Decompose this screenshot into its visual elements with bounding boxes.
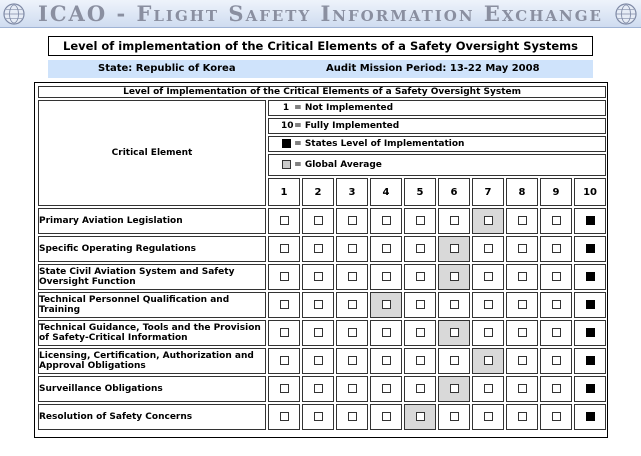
level-cell [370, 348, 402, 374]
filled-square-icon [586, 272, 595, 281]
level-cell [506, 376, 538, 402]
empty-square-icon [416, 244, 425, 253]
level-cell [438, 292, 470, 318]
implementation-table [36, 84, 608, 432]
level-cell [540, 348, 572, 374]
empty-square-icon [518, 412, 527, 421]
level-cell [336, 264, 368, 290]
critical-element-header: Critical Element [38, 100, 266, 206]
column-header: 7 [472, 178, 504, 206]
level-cell [268, 236, 300, 262]
global-average-cell [438, 376, 470, 402]
global-average-cell [438, 264, 470, 290]
empty-square-icon [552, 244, 561, 253]
level-cell [370, 264, 402, 290]
empty-square-icon [484, 272, 493, 281]
empty-square-icon [416, 216, 425, 225]
empty-square-icon [280, 356, 289, 365]
global-average-cell [438, 320, 470, 346]
table-row [38, 236, 606, 262]
state-label: State: Republic of Korea [98, 63, 236, 74]
level-cell [404, 292, 436, 318]
empty-square-icon [484, 300, 493, 309]
column-header: 8 [506, 178, 538, 206]
empty-square-icon [552, 216, 561, 225]
empty-square-icon [314, 300, 323, 309]
level-cell [438, 208, 470, 234]
level-cell [336, 208, 368, 234]
empty-square-icon [416, 272, 425, 281]
empty-square-icon [348, 244, 357, 253]
empty-square-icon [450, 244, 459, 253]
level-cell [574, 404, 606, 430]
table-row [38, 264, 606, 290]
audit-period-label: Audit Mission Period: 13-22 May 2008 [326, 63, 540, 74]
level-cell [472, 404, 504, 430]
empty-square-icon [314, 216, 323, 225]
legend-global-average [268, 154, 606, 176]
empty-square-icon [314, 244, 323, 253]
level-cell [268, 376, 300, 402]
empty-square-icon [552, 356, 561, 365]
table-row [38, 320, 606, 346]
level-cell [302, 404, 334, 430]
legend-not-implemented [268, 100, 606, 116]
global-average-cell [472, 348, 504, 374]
level-cell [302, 376, 334, 402]
level-cell [404, 376, 436, 402]
empty-square-icon [484, 356, 493, 365]
empty-square-icon [382, 328, 391, 337]
level-cell [336, 320, 368, 346]
empty-square-icon [314, 384, 323, 393]
empty-square-icon [382, 412, 391, 421]
legend-value: 1 [282, 103, 290, 113]
level-cell [336, 236, 368, 262]
table-row [38, 292, 606, 318]
level-cell [302, 264, 334, 290]
empty-square-icon [416, 300, 425, 309]
column-header: 4 [370, 178, 402, 206]
level-cell [506, 236, 538, 262]
empty-square-icon [280, 328, 289, 337]
empty-square-icon [348, 412, 357, 421]
global-average-cell [438, 236, 470, 262]
icao-emblem-icon [3, 3, 25, 25]
critical-element-label: Technical Guidance, Tools and the Provision of Safety-Critical Information [38, 320, 266, 346]
level-cell [268, 208, 300, 234]
level-cell [472, 236, 504, 262]
empty-square-icon [484, 216, 493, 225]
page-title: Level of implementation of the Critical Elements of a Safety Oversight Systems [48, 36, 593, 56]
critical-element-label: Resolution of Safety Concerns [38, 404, 266, 430]
level-cell [268, 320, 300, 346]
empty-square-icon [518, 216, 527, 225]
filled-square-icon [586, 356, 595, 365]
filled-square-icon [586, 216, 595, 225]
level-cell [574, 236, 606, 262]
table-row [38, 348, 606, 374]
level-cell [574, 348, 606, 374]
level-cell [302, 348, 334, 374]
audit-info-bar [48, 60, 593, 78]
filled-square-icon [586, 328, 595, 337]
empty-square-icon [484, 384, 493, 393]
level-cell [268, 264, 300, 290]
critical-element-label: Primary Aviation Legislation [38, 208, 266, 234]
level-cell [506, 292, 538, 318]
empty-square-icon [484, 244, 493, 253]
global-average-cell [404, 404, 436, 430]
critical-element-label: Technical Personnel Qualification and Training [38, 292, 266, 318]
level-cell [540, 208, 572, 234]
empty-square-icon [450, 412, 459, 421]
empty-square-icon [348, 300, 357, 309]
level-cell [404, 320, 436, 346]
legend-text: = States Level of Implementation [294, 139, 465, 149]
column-header: 2 [302, 178, 334, 206]
level-cell [268, 292, 300, 318]
filled-square-icon [586, 384, 595, 393]
empty-square-icon [382, 384, 391, 393]
level-cell [574, 320, 606, 346]
level-cell [506, 208, 538, 234]
empty-square-icon [280, 300, 289, 309]
filled-square-icon [282, 139, 291, 148]
level-cell [370, 208, 402, 234]
level-cell [370, 376, 402, 402]
filled-square-icon [586, 244, 595, 253]
empty-square-icon [314, 356, 323, 365]
level-cell [506, 320, 538, 346]
level-cell [438, 404, 470, 430]
level-cell [302, 320, 334, 346]
empty-square-icon [518, 244, 527, 253]
empty-square-icon [450, 356, 459, 365]
empty-square-icon [450, 384, 459, 393]
empty-square-icon [348, 384, 357, 393]
empty-square-icon [382, 216, 391, 225]
empty-square-icon [280, 272, 289, 281]
empty-square-icon [450, 272, 459, 281]
level-cell [540, 236, 572, 262]
empty-square-icon [416, 412, 425, 421]
level-cell [540, 320, 572, 346]
banner-title: ICAO - Flight Safety Information Exchange [38, 1, 603, 26]
level-cell [506, 264, 538, 290]
empty-square-icon [518, 384, 527, 393]
level-cell [540, 264, 572, 290]
level-cell [574, 264, 606, 290]
level-cell [336, 404, 368, 430]
level-cell [302, 292, 334, 318]
empty-square-icon [314, 272, 323, 281]
level-cell [370, 236, 402, 262]
level-cell [336, 376, 368, 402]
column-header: 9 [540, 178, 572, 206]
column-header: 6 [438, 178, 470, 206]
empty-square-icon [280, 244, 289, 253]
empty-square-icon [280, 412, 289, 421]
empty-square-icon [348, 216, 357, 225]
empty-square-icon [450, 328, 459, 337]
legend-value: 10 [281, 121, 294, 131]
level-cell [302, 208, 334, 234]
level-cell [472, 292, 504, 318]
empty-square-icon [518, 328, 527, 337]
empty-square-icon [484, 412, 493, 421]
level-cell [574, 208, 606, 234]
column-header: 10 [574, 178, 606, 206]
level-cell [336, 348, 368, 374]
level-cell [336, 292, 368, 318]
empty-square-icon [552, 412, 561, 421]
level-cell [404, 236, 436, 262]
empty-square-icon [314, 328, 323, 337]
critical-element-label: Surveillance Obligations [38, 376, 266, 402]
empty-square-icon [280, 384, 289, 393]
level-cell [540, 292, 572, 318]
icao-emblem-icon [615, 3, 637, 25]
critical-element-label: Specific Operating Regulations [38, 236, 266, 262]
critical-element-label: State Civil Aviation System and Safety Oversight Function [38, 264, 266, 290]
level-cell [472, 264, 504, 290]
level-cell [404, 208, 436, 234]
empty-square-icon [552, 272, 561, 281]
level-cell [404, 264, 436, 290]
critical-element-label: Licensing, Certification, Authorization and Approval Obligations [38, 348, 266, 374]
level-cell [472, 376, 504, 402]
empty-square-icon [348, 356, 357, 365]
empty-square-icon [416, 356, 425, 365]
column-header: 5 [404, 178, 436, 206]
legend-state-level [268, 136, 606, 152]
empty-square-icon [552, 300, 561, 309]
global-average-cell [370, 292, 402, 318]
level-cell [370, 320, 402, 346]
column-header: 3 [336, 178, 368, 206]
table-row [38, 404, 606, 430]
level-cell [404, 348, 436, 374]
level-cell [506, 404, 538, 430]
empty-square-icon [348, 272, 357, 281]
filled-square-icon [586, 300, 595, 309]
empty-square-icon [450, 216, 459, 225]
legend-text: = Fully Implemented [294, 121, 400, 131]
empty-square-icon [552, 384, 561, 393]
column-header: 1 [268, 178, 300, 206]
empty-square-icon [416, 384, 425, 393]
empty-square-icon [280, 216, 289, 225]
empty-square-icon [518, 356, 527, 365]
legend-text: = Global Average [294, 160, 382, 170]
table-caption: Level of Implementation of the Critical Elements of a Safety Oversight System [38, 86, 606, 98]
table-row [38, 208, 606, 234]
level-cell [506, 348, 538, 374]
empty-square-icon [450, 300, 459, 309]
level-cell [268, 404, 300, 430]
empty-square-icon [382, 272, 391, 281]
empty-square-icon [416, 328, 425, 337]
level-cell [472, 320, 504, 346]
empty-square-icon [348, 328, 357, 337]
level-cell [540, 404, 572, 430]
empty-square-icon [382, 300, 391, 309]
level-cell [574, 376, 606, 402]
empty-square-icon [382, 244, 391, 253]
level-cell [268, 348, 300, 374]
empty-square-icon [552, 328, 561, 337]
empty-square-icon [282, 160, 291, 169]
table-row [38, 376, 606, 402]
legend-text: = Not Implemented [294, 103, 394, 113]
level-cell [302, 236, 334, 262]
level-cell [438, 348, 470, 374]
site-banner [0, 0, 641, 28]
level-cell [540, 376, 572, 402]
empty-square-icon [518, 300, 527, 309]
level-cell [370, 404, 402, 430]
empty-square-icon [518, 272, 527, 281]
empty-square-icon [314, 412, 323, 421]
filled-square-icon [586, 412, 595, 421]
empty-square-icon [484, 328, 493, 337]
legend-fully-implemented [268, 118, 606, 134]
empty-square-icon [382, 356, 391, 365]
global-average-cell [472, 208, 504, 234]
level-cell [574, 292, 606, 318]
